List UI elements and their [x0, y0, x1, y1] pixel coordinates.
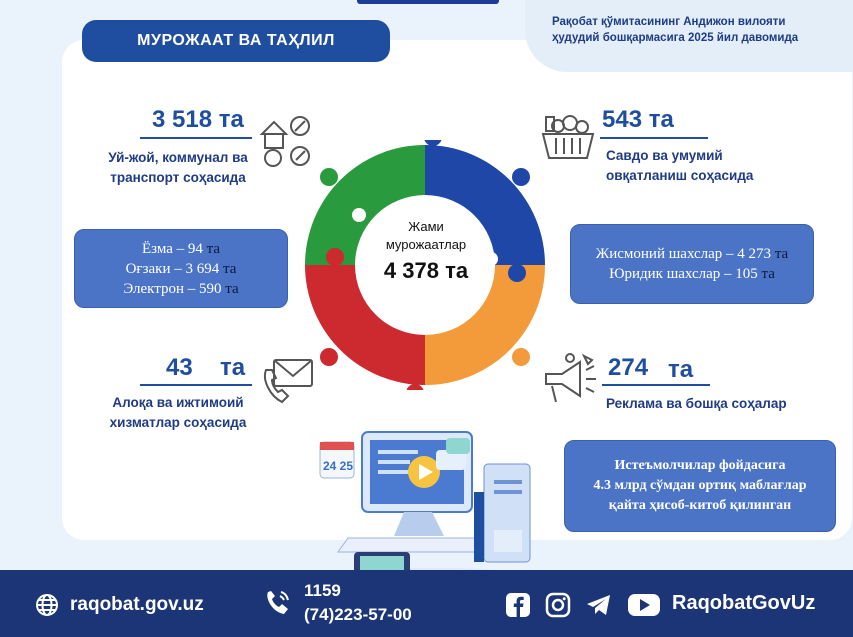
facebook-icon[interactable] [505, 592, 531, 618]
housing-underline [140, 137, 252, 139]
refund-line2: 4.3 млрд сўмдан ортиқ маблағлар [593, 478, 807, 493]
footer-bar [0, 570, 853, 637]
calendar-text: 24 25 [323, 459, 354, 473]
oral-appeals: Оғзаки – 3 694 та [125, 260, 237, 277]
footer-website-text: raqobat.gov.uz [70, 594, 204, 615]
mail-phone-icon [260, 356, 316, 406]
ads-underline [602, 384, 710, 386]
donut-label-line1: Жами [408, 219, 444, 234]
top-notch [357, 0, 499, 4]
communication-unit: та [220, 354, 246, 381]
housing-label-line2: транспорт соҳасида [110, 170, 246, 185]
footer-social-handle[interactable]: RaqobatGovUz [672, 592, 816, 614]
electronic-appeals: Электрон – 590 та [123, 280, 239, 297]
individuals-count: Жисмоний шахслар – 4 273 та [595, 246, 789, 262]
communication-underline [140, 384, 252, 386]
youtube-icon[interactable] [627, 592, 661, 618]
communication-value: 43 [166, 354, 193, 381]
communication-label [78, 393, 278, 433]
trade-underline [600, 137, 708, 139]
instagram-icon[interactable] [545, 592, 571, 618]
channels-box [74, 229, 288, 308]
donut-center [362, 200, 490, 320]
page-title: МУРОЖААТ ВА ТАҲЛИЛ [82, 20, 390, 62]
footer-phone-short: 1159 [304, 581, 341, 600]
footer-website[interactable] [34, 592, 204, 618]
header-caption-line2: ҳудудий бошқармасига 2025 йил давомида [552, 32, 799, 44]
ads-label: Реклама ва бошқа соҳалар [606, 396, 787, 411]
phone-icon [262, 588, 292, 618]
trade-label [606, 146, 826, 186]
ads-value: 274 [608, 354, 649, 381]
computer-illustration [314, 410, 544, 590]
globe-icon [34, 592, 60, 618]
footer-phone-full: (74)223-57-00 [304, 605, 412, 624]
housing-value: 3 518 та [152, 106, 244, 133]
donut-label [362, 218, 490, 254]
refund-line1: Истеъмолчилар фойдасига [614, 458, 786, 473]
trade-label-line2: овқатланиш соҳасида [606, 168, 754, 183]
footer-phone[interactable] [262, 579, 412, 627]
refund-box [564, 440, 836, 532]
persons-box [570, 224, 814, 304]
megaphone-icon [540, 352, 598, 408]
donut-label-line2: мурожаатлар [385, 237, 467, 252]
header-caption [552, 14, 842, 46]
communication-label-line1: Алоқа ва ижтимоий [112, 395, 244, 410]
legal-entities-count: Юридик шахслар – 105 та [609, 266, 775, 282]
housing-label-line1: Уй-жой, коммунал ва [108, 150, 248, 165]
footer-phone-text [304, 579, 412, 627]
written-appeals: Ёзма – 94 та [141, 240, 221, 257]
trade-label-line1: Савдо ва умумий [606, 148, 723, 163]
telegram-icon[interactable] [585, 592, 613, 618]
header-caption-line1: Рақобат қўмитасининг Андижон вилояти [552, 16, 786, 28]
communication-label-line2: хизматлар соҳасида [109, 415, 247, 430]
ads-unit: та [668, 356, 694, 383]
footer-social-icons [505, 592, 661, 618]
donut-total: 4 378 та [383, 258, 469, 283]
housing-label [78, 148, 278, 188]
trade-value: 543 та [602, 106, 674, 133]
refund-line3: қайта ҳисоб-китоб қилинган [608, 498, 792, 513]
